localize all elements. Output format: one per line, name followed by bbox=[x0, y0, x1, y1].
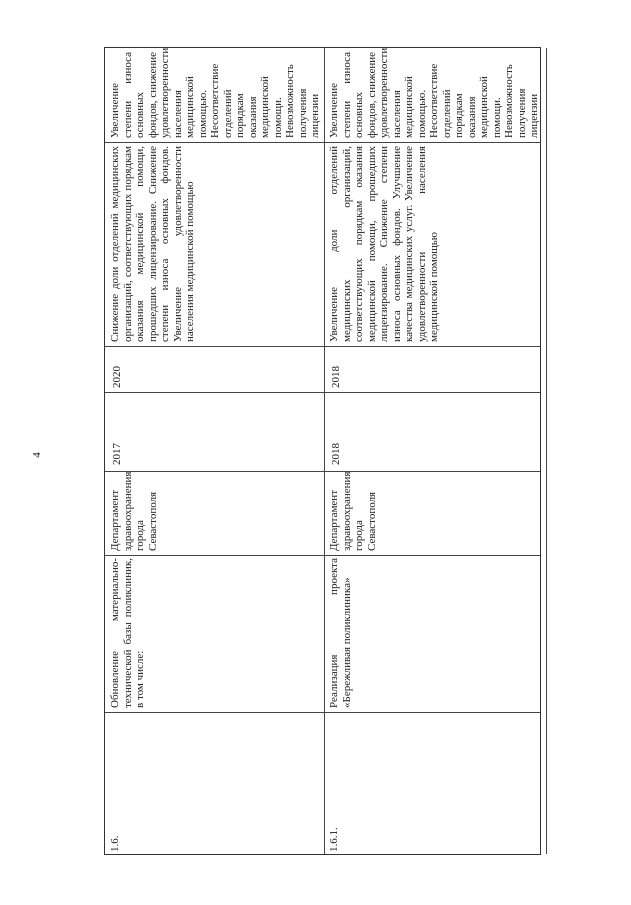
page-number: 4 bbox=[30, 452, 43, 458]
row-1-result: Снижение доли отделений медицинских организаций, соответствующих порядкам оказания медицинской помощи, прошедших лицензирование. Снижение степени износа основных фондов. Увеличение удовлетворенности населения медицинской помощью bbox=[109, 146, 196, 342]
row-1-num-cell bbox=[105, 712, 324, 856]
row-2-name-cell bbox=[324, 555, 546, 712]
row-2-end-year: 2018 bbox=[330, 366, 342, 388]
row-1-number: 1.6. bbox=[109, 835, 121, 852]
row-2-start-cell bbox=[324, 392, 546, 471]
row-1-name-cell bbox=[105, 555, 324, 712]
row-1-start-cell bbox=[105, 392, 324, 471]
row-divider bbox=[546, 48, 547, 854]
row-1-result-cell bbox=[105, 142, 324, 346]
row-1-consequences-cell bbox=[105, 48, 324, 142]
row-2-end-cell bbox=[324, 346, 546, 392]
row-1-name: Обновление материально-технической базы поликлиник, в том числе: bbox=[109, 558, 146, 708]
row-1-start-year: 2017 bbox=[111, 443, 123, 465]
row-1-end-year: 2020 bbox=[111, 366, 123, 388]
row-2-consequences-cell bbox=[324, 48, 546, 142]
row-1-end-cell bbox=[105, 346, 324, 392]
row-2-start-year: 2018 bbox=[330, 443, 342, 465]
measures-table bbox=[104, 47, 541, 855]
row-1-executor: Департамент здравоохранения города Севастополя bbox=[109, 471, 159, 551]
row-2-number: 1.6.1. bbox=[328, 827, 340, 852]
row-2-result-cell bbox=[324, 142, 546, 346]
row-2-executor-cell bbox=[324, 471, 546, 555]
row-2-consequences: Увеличение степени износа основных фондов, снижение удовлетворенности населения медицинской помощью. Несоответствие отделений порядкам оказания медицинской помощи. Невозможность получения лицензии bbox=[328, 48, 540, 138]
row-2-name: Реализация проекта «Бережливая поликлиника» bbox=[328, 558, 353, 708]
row-2-num-cell bbox=[324, 712, 546, 856]
row-1-consequences: Увеличение степени износа основных фондов, снижение удовлетворенности населения медицинской помощью. Несоответствие отделений порядкам оказания медицинской помощи. Невозможность получения лицензии bbox=[109, 48, 321, 138]
row-2-executor: Департамент здравоохранения города Севастополя bbox=[328, 471, 378, 551]
row-1-executor-cell bbox=[105, 471, 324, 555]
row-2-result: Увеличение доли отделений медицинских организаций, соответствующих порядкам оказания медицинской помощи, прошедших лицензирование. Снижение степени износа основных фондов. Улучшение качества медицинских услуг. Увеличение удовлетворенности населения медицинской помощью bbox=[328, 146, 440, 342]
